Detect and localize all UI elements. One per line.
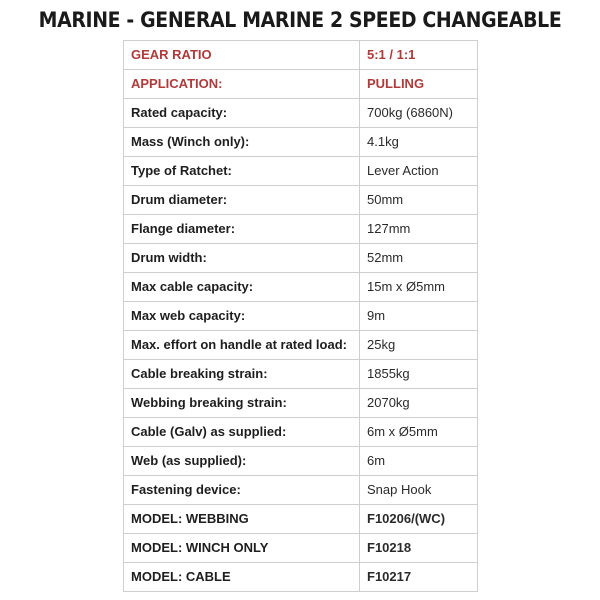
spec-label: Webbing breaking strain: [124,389,360,418]
spec-value: PULLING [360,70,478,99]
spec-label: Web (as supplied): [124,447,360,476]
spec-row-max-effort [124,331,478,360]
spec-label: Rated capacity: [124,99,360,128]
spec-row-rated-capacity [124,99,478,128]
spec-value: 4.1kg [360,128,478,157]
spec-row-ratchet-type [124,157,478,186]
spec-table [123,40,478,592]
spec-row-web-supplied [124,447,478,476]
spec-row-cable-supplied [124,418,478,447]
spec-row-mass [124,128,478,157]
spec-label: Max web capacity: [124,302,360,331]
spec-value: 9m [360,302,478,331]
spec-table-body [124,41,478,592]
spec-row-max-cable-capacity [124,273,478,302]
spec-value: 2070kg [360,389,478,418]
spec-label: MODEL: WINCH ONLY [124,534,360,563]
spec-row-fastening-device [124,476,478,505]
spec-value: F10218 [360,534,478,563]
spec-value: 5:1 / 1:1 [360,41,478,70]
spec-label: Type of Ratchet: [124,157,360,186]
spec-label: Max. effort on handle at rated load: [124,331,360,360]
spec-row-flange-diameter [124,215,478,244]
spec-value: 15m x Ø5mm [360,273,478,302]
spec-label: MODEL: WEBBING [124,505,360,534]
spec-value: F10206/(WC) [360,505,478,534]
page-title: MARINE - GENERAL MARINE 2 SPEED CHANGEABLE [38,8,562,32]
spec-label: Flange diameter: [124,215,360,244]
spec-value: 52mm [360,244,478,273]
spec-label: MODEL: CABLE [124,563,360,592]
spec-value: 25kg [360,331,478,360]
spec-row-webbing-breaking-strain [124,389,478,418]
spec-row-application [124,70,478,99]
spec-value: F10217 [360,563,478,592]
spec-label: Cable (Galv) as supplied: [124,418,360,447]
spec-value: 6m x Ø5mm [360,418,478,447]
spec-label: Cable breaking strain: [124,360,360,389]
spec-label: Fastening device: [124,476,360,505]
spec-row-max-web-capacity [124,302,478,331]
spec-row-cable-breaking-strain [124,360,478,389]
spec-row-model-cable [124,563,478,592]
spec-value: Snap Hook [360,476,478,505]
spec-row-model-winch-only [124,534,478,563]
spec-row-gear-ratio [124,41,478,70]
spec-value: 127mm [360,215,478,244]
spec-label: Drum width: [124,244,360,273]
spec-value: 700kg (6860N) [360,99,478,128]
spec-row-drum-width [124,244,478,273]
spec-label: Max cable capacity: [124,273,360,302]
spec-value: 50mm [360,186,478,215]
spec-row-drum-diameter [124,186,478,215]
spec-row-model-webbing [124,505,478,534]
spec-value: 6m [360,447,478,476]
spec-label: GEAR RATIO [124,41,360,70]
spec-label: Mass (Winch only): [124,128,360,157]
spec-label: APPLICATION: [124,70,360,99]
spec-value: 1855kg [360,360,478,389]
spec-label: Drum diameter: [124,186,360,215]
spec-value: Lever Action [360,157,478,186]
